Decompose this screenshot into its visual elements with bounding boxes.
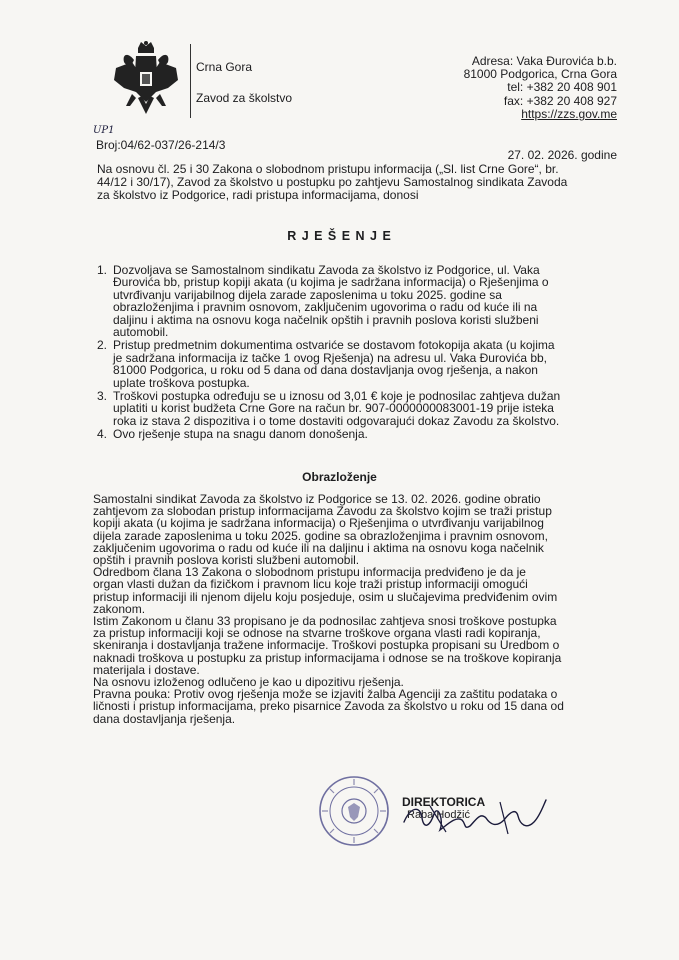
fax: fax: +382 20 408 927 bbox=[503, 94, 617, 108]
reasoning-line: materijala i dostave. bbox=[93, 662, 200, 677]
address-line-1: Adresa: Vaka Đurovića b.b. bbox=[471, 54, 617, 68]
reasoning-line: zakonom. bbox=[93, 601, 146, 616]
telephone: tel: +382 20 408 901 bbox=[507, 80, 617, 94]
item-line: Troškovi postupka određuju se u iznosu od 3,01 € koje je podnosilac zahtjeva dužan bbox=[113, 389, 561, 404]
item-line: uplatiti u korist budžeta Crne Gore na račun br. 907-0000000083001-19 prije isteka bbox=[113, 401, 554, 416]
item-line: je sadržana informacija iz tačke 1 ovog Rješenja) na adresu ul. Vaka Đurovića bb, bbox=[113, 350, 548, 365]
handwritten-prefix: UP1 bbox=[93, 125, 115, 136]
reasoning-paragraph bbox=[93, 493, 583, 725]
reasoning-line: zaključenim ugovorima o radu od kuće ili na daljinu i aktima na osnovu koga načelnik bbox=[93, 540, 544, 555]
item-line: Ovo rješenje stupa na snagu danom donošenja. bbox=[113, 427, 368, 442]
header-divider bbox=[190, 44, 191, 118]
reasoning-line: Samostalni sindikat Zavoda za školstvo iz Podgorice se 13. 02. 2026. godine obratio bbox=[93, 492, 541, 506]
item-number: 1. bbox=[97, 263, 108, 277]
reasoning-line: dijela zarade zaposlenima u toku 2025. godine sa obrazloženjima i pravnim osnovom, bbox=[93, 528, 548, 543]
item-line: Dozvoljava se Samostalnom sindikatu Zavoda za školstvo iz Podgorice, ul. Vaka bbox=[113, 263, 540, 277]
reasoning-line: Na osnovu izloženog odlučeno je kao u dipozitivu rješenja. bbox=[93, 675, 404, 690]
item-line: automobil. bbox=[113, 325, 169, 340]
item-line: 81000 Podgorica, u roku od 5 dana od dana dostavljanja ovog rješenja, a nakon bbox=[113, 363, 538, 378]
address-line-2: 81000 Podgorica, Crna Gora bbox=[463, 67, 617, 81]
reasoning-line: Istim Zakonom u članu 33 propisano je da podnosilac zahtjeva snosi troškove postupka bbox=[93, 614, 557, 629]
intro-line: 44/12 i 30/17), Zavod za školstvo u postupku po zahtjevu Samostalnog sindikata Zavoda bbox=[97, 175, 568, 189]
intro-line: Na osnovu čl. 25 i 30 Zakona o slobodnom pristupu informacija („Sl. list Crne Gore“, br. bbox=[97, 162, 559, 176]
reasoning-line: Odredbom člana 13 Zakona o slobodnom pristupu informacija predviđeno je da je bbox=[93, 565, 526, 580]
item-line: utvrđivanju varijabilnog dijela zarade zaposlenima u toku 2025. godine sa bbox=[113, 287, 502, 302]
signatory-name: Raba Hodžić bbox=[407, 809, 470, 821]
coat-of-arms-icon bbox=[110, 40, 182, 120]
item-line: uplate troškova postupka. bbox=[113, 375, 250, 390]
decision-item bbox=[97, 389, 593, 428]
reasoning-line: opštih i pravnih poslova koristi službeni automobil. bbox=[93, 553, 360, 568]
decision-items bbox=[95, 264, 593, 442]
official-stamp-icon bbox=[318, 775, 390, 847]
decision-title: R J E Š E N J E bbox=[287, 229, 392, 243]
institution-name: Zavod za školstvo bbox=[196, 91, 293, 105]
decision-item bbox=[97, 263, 593, 340]
item-line: daljinu i aktima na osnovu koga načelnik opštih i pravnih poslova koristi službeni bbox=[113, 312, 539, 327]
intro-line: za školstvo iz Podgorice, radi pristupa informacijama, donosi bbox=[97, 188, 419, 202]
item-line: roka iz stava 2 dispozitiva i o tome dostaviti odgovarajući dokaz Zavodu za školstvo. bbox=[113, 413, 560, 428]
handwritten-signature-icon bbox=[400, 790, 550, 840]
reasoning-line: za pristup informaciji koji se odnose na stvarne troškove organa vlasti radi kopiranja, bbox=[93, 626, 541, 641]
reference-number: Broj:04/62-037/26-214/3 bbox=[96, 138, 226, 152]
reasoning-line: skeniranja i dostavljanja tražene informacije. Troškovi postupka propisani su Uredbom o bbox=[93, 638, 560, 653]
country-name: Crna Gora bbox=[196, 60, 253, 74]
item-number: 4. bbox=[97, 427, 108, 442]
reasoning-line: pristup informaciji ili njenom dijelu koju posjeduje, osim u slučajevima predviđenim ovim bbox=[93, 589, 558, 604]
reasoning-line: zahtjevom za slobodan pristup informacijama Zavodu za školstvo kojim se traži pristup bbox=[93, 504, 552, 519]
decision-item bbox=[97, 338, 593, 390]
item-line: Đurovića bb, pristup kopiji akata (u kojima je sadržana informacija) o Rješenjima o bbox=[113, 275, 549, 290]
reasoning-line: naknadi troškova u postupku za pristup informacijama i odnose se na troškove kopiranja bbox=[93, 650, 562, 665]
reasoning-line: kopiji akata (u kojima je sadržana informacija) o Rješenjima o utvrđivanju varijabilnog bbox=[93, 516, 544, 531]
reasoning-line: ličnosti i pristup informacijama, preko pisarnice Zavoda za školstvo u roku od 15 dana od bbox=[93, 699, 564, 714]
reasoning-line: organ vlasti dužan da fizičkom i pravnom licu koje traži pristup informaciji omogući bbox=[93, 577, 528, 592]
reasoning-line: dana dostavljanja rješenja. bbox=[93, 711, 236, 726]
item-number: 3. bbox=[97, 389, 108, 404]
signatory-role: DIREKTORICA bbox=[402, 795, 486, 809]
decision-item bbox=[97, 427, 593, 442]
item-number: 2. bbox=[97, 338, 108, 353]
website-link[interactable]: https://zzs.gov.me bbox=[521, 107, 617, 121]
document-date: 27. 02. 2026. godine bbox=[507, 148, 617, 162]
item-line: Pristup predmetnim dokumentima ostvariće se dostavom fotokopija akata (u kojima bbox=[113, 338, 555, 353]
item-line: obrazloženjima i pravnim osnovom, zaključenim ugovorima o radu od kuće ili na bbox=[113, 300, 538, 315]
reasoning-line: Pravna pouka: Protiv ovog rješenja može se izjaviti žalba Agenciji za zaštitu podataka o bbox=[93, 687, 558, 702]
reasoning-title: Obrazloženje bbox=[302, 470, 377, 484]
